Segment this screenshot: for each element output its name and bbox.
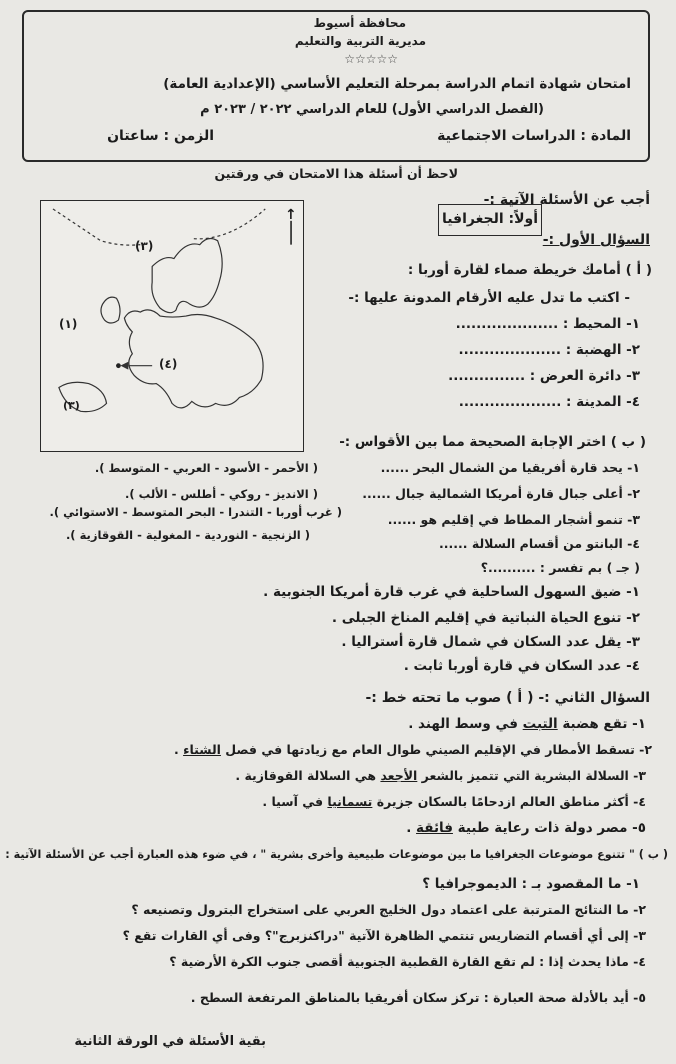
time-label: الزمن : ساعتان (107, 128, 214, 144)
q2-a-item-1-underlined: التبت (522, 716, 558, 732)
exam-term: (الفصل الدراسي الأول) للعام الدراسي ٢٠٢٢ / ٢٠٢٣ م (200, 102, 544, 117)
map-label-3-bottom: (٣) (63, 399, 80, 412)
q1-a-item-1: ١- المحيط : .................... (455, 316, 640, 332)
q2-a-item-2-pre: ٢- تسقط الأمطار في الإقليم الصيني طوال العام مع زيادتها في فصل (220, 742, 652, 757)
q2-a-item-5-pre: ٥- مصر دولة ذات رعاية طبية (452, 820, 646, 836)
q2-b-item-4: ٤- ماذا يحدث إذا : لم تقع القارة القطبية الجنوبية أقصى جنوب الكرة الأرضية ؟ (169, 954, 646, 969)
europe-blank-map (40, 200, 304, 452)
q2-a-item-4 (262, 794, 646, 809)
q1-b-options-3: ( غرب أوربا - التندرا - البحر المتوسط - الاستوائي ). (49, 505, 342, 519)
q1-b-item-3: ٣- تنمو أشجار المطاط في إقليم هو ...... (387, 512, 640, 527)
europe-map-svg (41, 201, 303, 451)
stars-decoration: ☆☆☆☆☆ (344, 52, 398, 66)
city-dot-4 (116, 363, 121, 368)
q2-b-item-3: ٣- إلى أي أقسام التضاريس تنتمي الظاهرة الآتية "دراكنزبرج"؟ وفى أي القارات تقع ؟ (122, 928, 646, 943)
q2-a-item-3 (235, 768, 646, 783)
q2-a-item-2 (174, 742, 652, 757)
directorate: مديرية التربية والتعليم (294, 34, 426, 48)
q1-a-instruction: - اكتب ما تدل عليه الأرقام المدونة عليها :- (348, 290, 630, 306)
q1-b-options-1: ( الأحمر - الأسود - العربي - المتوسط ). (94, 461, 318, 475)
q1-a-item-3: ٣- دائرة العرض : ............... (448, 368, 640, 384)
q2-a-item-3-underlined: الأجعد (380, 768, 418, 783)
latitude-dashed-line (53, 209, 140, 245)
q1-a-intro: ( أ ) أمامك خريطة صماء لقارة أوربا : (407, 262, 652, 278)
q1-b-options-4: ( الزنجية - النوردية - المغولية - القوقازية ). (65, 528, 310, 542)
q2-a-item-3-post: هي السلالة القوقازية . (235, 768, 381, 783)
q1-b-title: ( ب ) اختر الإجابة الصحيحة مما بين الأقواس :- (339, 434, 646, 450)
q2-a-item-5 (406, 820, 646, 836)
subject-label: المادة : الدراسات الاجتماعية (437, 128, 631, 144)
mainland-europe-outline (124, 310, 263, 408)
q2-a-item-1-post: في وسط الهند . (408, 716, 523, 732)
q1-title: السؤال الأول :- (542, 232, 650, 248)
map-label-3-top: (٣) (135, 239, 154, 253)
exam-title: امتحان شهادة اتمام الدراسة بمرحلة التعليم الأساسي (الإعدادية العامة) (163, 76, 631, 92)
q1-b-item-4: ٤- البانتو من أقسام السلالة ...... (439, 536, 640, 551)
q2-a-item-2-post: . (173, 742, 184, 757)
section-geography: أولاً: الجغرافيا (438, 204, 542, 236)
map-label-1: (١) (59, 317, 78, 331)
arctic-dashed-line (194, 209, 265, 239)
q2-a-item-4-underlined: تسمانيا (327, 794, 373, 809)
exam-note: لاحظ أن أسئلة هذا الامتحان في ورقتين (214, 166, 458, 181)
q1-a-item-4: ٤- المدينة : .................... (458, 394, 640, 410)
q1-b-item-1: ١- يحد قارة أفريقيا من الشمال البحر ...... (380, 460, 640, 475)
q2-b-item-2: ٢- ما النتائج المترتبة على اعتماد دول الخليج العربي على استخراج البترول وتصنيعه ؟ (131, 902, 646, 917)
pointer-arrowhead-4 (120, 362, 128, 370)
q2-a-item-1 (408, 716, 646, 732)
q1-c-item-4: ٤- عدد السكان في قارة أوربا ثابت . (403, 658, 640, 674)
q2-a-item-4-pre: ٤- أكثر مناطق العالم ازدحامًا بالسكان جزيرة (372, 794, 646, 809)
governorate: محافظة أسيوط (313, 16, 406, 30)
q1-c-item-1: ١- ضيق السهول الساحلية في غرب قارة أمريكا الجنوبية . (263, 584, 640, 600)
q1-c-item-3: ٣- يقل عدد السكان في شمال قارة أستراليا . (341, 634, 640, 650)
q1-c-title: ( جـ ) بم تفسر : ..........؟ (480, 560, 640, 575)
q2-a-item-3-pre: ٣- السلالة البشرية التي تتميز بالشعر (417, 768, 646, 783)
q2-b-item-1: ١- ما المقصود بـ : الديموجرافيا ؟ (422, 876, 640, 892)
scandinavia-outline (152, 238, 222, 312)
q2-b-intro: ( ب ) " تتنوع موضوعات الجغرافيا ما بين موضوعات طبيعية وأخرى بشرية " ، في ضوء هذه العبارة أجب عن الأسئلة الآتية : (5, 848, 668, 861)
q2-title: السؤال الثاني :- ( أ ) صوب ما تحته خط :- (365, 690, 650, 706)
q2-a-item-5-underlined: فائقة (416, 820, 453, 836)
q1-b-options-2: ( الانديز - روكي - أطلس - الألب ). (125, 487, 318, 501)
footer-note: بقية الأسئلة في الورقة الثانية (74, 1034, 266, 1049)
q2-a-item-5-post: . (406, 820, 417, 836)
north-arrow-icon: ↑ (285, 207, 297, 223)
q2-b-item-5: ٥- أيد بالأدلة صحة العبارة : تركز سكان أفريقيا بالمناطق المرتفعة السطح . (190, 990, 646, 1005)
map-label-4: (٤) (159, 357, 178, 371)
british-isles-outline (101, 297, 120, 323)
q2-a-item-4-post: في آسيا . (262, 794, 328, 809)
instructions: أجب عن الأسئلة الآتية :- (483, 192, 650, 208)
q1-a-item-2: ٢- الهضبة : .................... (458, 342, 640, 358)
q1-b-item-2: ٢- أعلى جبال قارة أمريكا الشمالية جبال ...... (362, 486, 640, 501)
q2-a-item-1-pre: ١- تقع هضبة (557, 716, 646, 732)
q2-a-item-2-underlined: الشتاء (183, 742, 221, 757)
q1-c-item-2: ٢- تنوع الحياة النباتية في إقليم المناخ الجبلى . (331, 610, 640, 626)
